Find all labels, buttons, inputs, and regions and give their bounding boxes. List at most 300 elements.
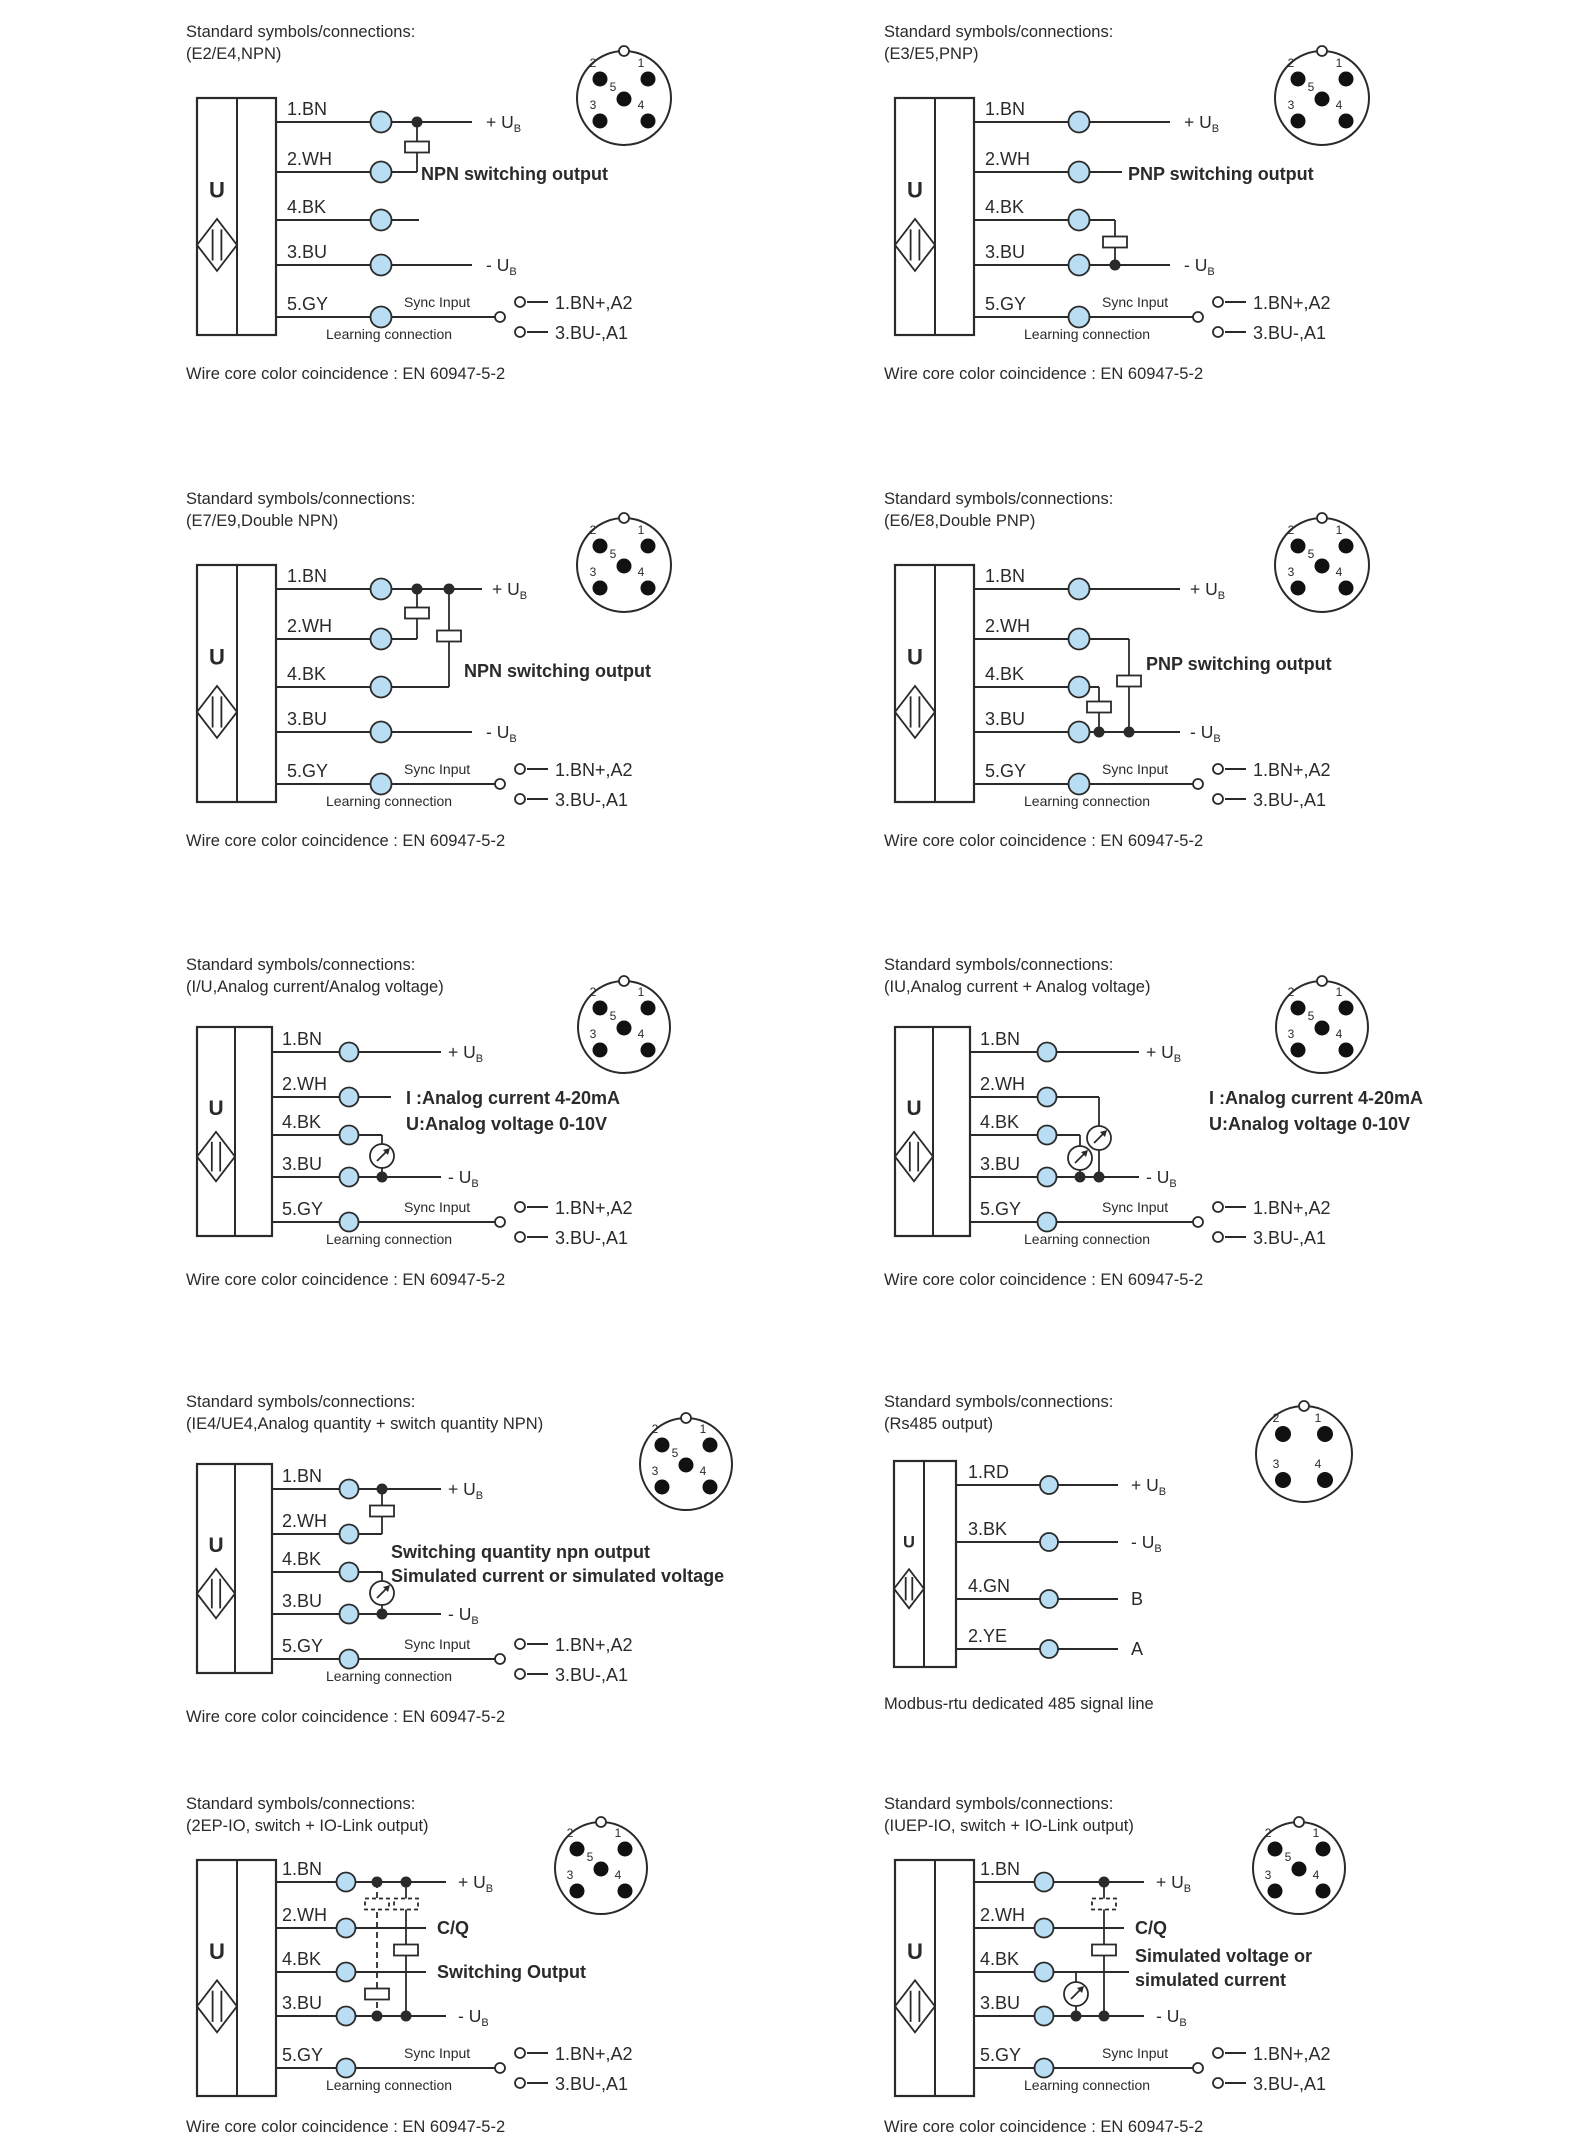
connector-pin <box>1315 559 1330 574</box>
resistor-symbol <box>394 1945 418 1956</box>
connector-pin <box>641 1001 656 1016</box>
sensor-u-label: U <box>906 1096 922 1120</box>
variant-subtitle: (IE4/UE4,Analog quantity + switch quantity NPN) <box>186 1415 544 1433</box>
variant-subtitle: (IU,Analog current + Analog voltage) <box>884 978 1151 996</box>
connector-pin <box>703 1480 718 1495</box>
open-terminal <box>495 779 505 789</box>
connector-pin-number: 2 <box>651 1422 659 1436</box>
wire-label: 2.WH <box>282 1905 327 1925</box>
terminal-circle <box>371 255 392 276</box>
diagram-iu-analog <box>884 955 1574 1365</box>
connector-notch <box>619 46 629 56</box>
sensor-u-label: U <box>907 644 923 670</box>
terminal-circle <box>1035 2007 1054 2026</box>
wire-label: 2.WH <box>980 1905 1025 1925</box>
wire-label: 4.BK <box>985 197 1025 217</box>
diagram-e7-e9-double-npn <box>186 489 876 899</box>
sensor-body <box>895 98 974 335</box>
wire-1-bn <box>276 566 527 602</box>
supply-plus-label: + $U_B$ <box>448 1042 484 1065</box>
wire-2-wh <box>272 1074 391 1107</box>
sync-block <box>974 760 1331 810</box>
sensor-body <box>197 1464 272 1673</box>
connector-pin <box>641 114 656 129</box>
connector-pin-number: 4 <box>614 1868 622 1882</box>
wire-label: 2.WH <box>980 1074 1025 1094</box>
connector-pin-number: 1 <box>1335 985 1343 999</box>
supply-plus-label: + $U_B$ <box>1184 112 1220 135</box>
diagram-ie4-ue4 <box>186 1392 876 1802</box>
open-terminal <box>1193 1217 1203 1227</box>
open-terminal <box>1213 2048 1223 2058</box>
diagram-title: Standard symbols/connections: <box>186 490 416 508</box>
sensor-u-label: U <box>209 644 225 670</box>
wire-label: 1.BN <box>287 99 328 119</box>
wire-1-bn <box>974 566 1225 602</box>
connector-pin <box>570 1842 585 1857</box>
terminal-circle <box>1038 1088 1057 1107</box>
sensor-body <box>197 1027 272 1236</box>
wire-label: 2.WH <box>282 1074 327 1094</box>
connector-pin-number: 4 <box>637 565 645 579</box>
connector-pin-number: 4 <box>637 98 645 112</box>
wire-label: 5.GY <box>980 2045 1022 2065</box>
wire-label: 3.BU <box>282 1154 323 1174</box>
sensor-u-label: U <box>208 1096 224 1120</box>
terminal-circle <box>1035 1963 1054 1982</box>
supply-minus-label: - $U_B$ <box>448 1604 479 1627</box>
terminal-circle <box>340 1213 359 1232</box>
sync-block <box>276 293 633 343</box>
connector-pin-number: 5 <box>1307 547 1315 561</box>
resistor-symbol <box>370 1506 394 1517</box>
connector-pin <box>593 539 608 554</box>
connector-pin <box>1317 1472 1333 1488</box>
sync-block <box>276 2044 633 2094</box>
wire-2-ye <box>956 1626 1143 1659</box>
output-annotation: NPN switching output <box>464 661 651 681</box>
terminal-circle <box>1069 112 1090 133</box>
supply-minus-label: - $U_B$ <box>1131 1532 1162 1555</box>
wire-2-wh <box>272 1511 382 1544</box>
wire-label: 5.GY <box>287 294 329 314</box>
output-annotation: I :Analog current 4-20mA <box>1209 1088 1424 1108</box>
terminal-circle <box>371 307 392 328</box>
connector-pin <box>1315 92 1330 107</box>
connector-pin-number: 3 <box>589 1027 597 1041</box>
variant-subtitle: (E6/E8,Double PNP) <box>884 512 1036 530</box>
connector-pin-number: 1 <box>699 1422 707 1436</box>
connector-pin <box>1317 1426 1333 1442</box>
sync-terminal-a1: 3.BU-,A1 <box>555 1665 629 1685</box>
wire-label: 4.BK <box>282 1112 322 1132</box>
sync-terminal-a2: 1.BN+,A2 <box>555 760 633 780</box>
junction-dot <box>1094 727 1105 738</box>
output-annotation: PNP switching output <box>1146 654 1332 674</box>
meter-icon <box>370 1144 394 1168</box>
connector-pin-number: 5 <box>671 1446 679 1460</box>
connector-pin-number: 4 <box>1312 1868 1320 1882</box>
connector-pin-number: 2 <box>1272 1411 1280 1425</box>
terminal-circle <box>371 112 392 133</box>
terminal-circle <box>340 1126 359 1145</box>
wire-label: 1.BN <box>980 1029 1021 1049</box>
sync-terminal-a1: 3.BU-,A1 <box>1253 323 1327 343</box>
junction-dot <box>372 1877 383 1888</box>
connector-pin-number: 3 <box>1264 1868 1272 1882</box>
terminal-circle <box>340 1605 359 1624</box>
open-terminal <box>515 1669 525 1679</box>
connector-notch <box>681 1413 691 1423</box>
connector-notch <box>619 513 629 523</box>
junction-dot <box>372 2011 383 2022</box>
sync-terminal-a2: 1.BN+,A2 <box>1253 2044 1331 2064</box>
wire-label: 5.GY <box>282 1636 324 1656</box>
terminal-circle <box>340 1480 359 1499</box>
wire-label: 5.GY <box>980 1199 1022 1219</box>
wire-label: 3.BU <box>287 709 328 729</box>
sync-input-label: Sync Input <box>1102 1199 1169 1215</box>
wire-label: 3.BU <box>980 1993 1021 2013</box>
sync-terminal-a2: 1.BN+,A2 <box>1253 1198 1331 1218</box>
wire-label: 1.BN <box>282 1029 323 1049</box>
connector-pin-number: 3 <box>1287 1027 1295 1041</box>
sync-terminal-a1: 3.BU-,A1 <box>555 1228 629 1248</box>
output-annotation: I :Analog current 4-20mA <box>406 1088 621 1108</box>
wire-label: 1.BN <box>980 1859 1021 1879</box>
resistor-symbol <box>405 142 429 153</box>
sync-block <box>276 760 633 810</box>
junction-dot <box>1075 1172 1086 1183</box>
connector-pin-number: 5 <box>609 80 617 94</box>
diagram-title: Standard symbols/connections: <box>186 23 416 41</box>
diagram-title: Standard symbols/connections: <box>186 1795 416 1813</box>
sync-input-label: Sync Input <box>404 1636 471 1652</box>
variant-subtitle: (IUEP-IO, switch + IO-Link output) <box>884 1817 1134 1835</box>
wire-label: 4.BK <box>282 1949 322 1969</box>
sensor-u-label: U <box>208 1533 224 1557</box>
connector-pin-number: 1 <box>637 56 645 70</box>
sensor-u-label: U <box>907 177 923 203</box>
connector-pin-number: 2 <box>589 985 597 999</box>
sensor-u-label: U <box>903 1533 915 1552</box>
wire-output-label: C/Q <box>437 1918 470 1938</box>
terminal-circle <box>340 1650 359 1669</box>
connector-pin <box>1275 1426 1291 1442</box>
wire-1-rd <box>956 1462 1166 1498</box>
junction-dot <box>1110 260 1121 271</box>
wire-label: 2.WH <box>985 616 1030 636</box>
junction-dot <box>444 584 455 595</box>
caption: Wire core color coincidence : EN 60947-5-2 <box>186 1708 506 1726</box>
sync-terminal-a1: 3.BU-,A1 <box>1253 790 1327 810</box>
learning-connection-label: Learning connection <box>326 2077 453 2093</box>
terminal-circle <box>1069 210 1090 231</box>
supply-plus-label: + $U_B$ <box>1146 1042 1182 1065</box>
open-terminal <box>515 794 525 804</box>
diagram-e3-e5-pnp <box>884 22 1574 432</box>
output-annotation: Simulated voltage or <box>1135 1946 1313 1966</box>
connector-pin <box>1291 72 1306 87</box>
meter-icon <box>1087 1126 1111 1150</box>
sync-terminal-a2: 1.BN+,A2 <box>555 1635 633 1655</box>
supply-plus-label: + $U_B$ <box>448 1479 484 1502</box>
connector-pin-number: 1 <box>614 1826 622 1840</box>
terminal-circle <box>371 722 392 743</box>
diagram-rs485 <box>884 1392 1574 1802</box>
output-annotation: simulated current <box>1135 1970 1287 1990</box>
wire-label: 1.BN <box>287 566 328 586</box>
sensor-body <box>895 1860 974 2096</box>
connector-pin <box>618 1884 633 1899</box>
wire-1-bn <box>272 1466 483 1502</box>
learning-connection-label: Learning connection <box>326 1668 453 1684</box>
connector-pin <box>593 1043 608 1058</box>
resistor-symbol <box>405 608 429 619</box>
open-terminal <box>1213 297 1223 307</box>
open-terminal <box>515 2078 525 2088</box>
output-annotation: U:Analog voltage 0-10V <box>1209 1114 1411 1134</box>
caption: Wire core color coincidence : EN 60947-5-2 <box>186 365 506 383</box>
junction-dot <box>1071 2011 1082 2022</box>
variant-subtitle: (Rs485 output) <box>884 1415 994 1433</box>
variant-subtitle: (E2/E4,NPN) <box>186 45 282 63</box>
learning-connection-label: Learning connection <box>326 793 453 809</box>
connector-notch <box>1317 513 1327 523</box>
resistor-symbol <box>1092 1945 1116 1956</box>
connector-pin <box>618 1842 633 1857</box>
terminal-circle <box>337 1963 356 1982</box>
open-terminal <box>515 2048 525 2058</box>
wire-2-wh <box>974 1905 1167 1938</box>
sync-input-label: Sync Input <box>404 294 471 310</box>
open-terminal <box>1213 2078 1223 2088</box>
wire-label: 1.BN <box>985 99 1026 119</box>
connector-pin-number: 5 <box>586 1850 594 1864</box>
terminal-circle <box>1040 1476 1058 1494</box>
wire-label: 1.BN <box>985 566 1026 586</box>
open-terminal <box>515 1202 525 1212</box>
connector-pin-number: 3 <box>589 565 597 579</box>
variant-subtitle: (E7/E9,Double NPN) <box>186 512 339 530</box>
open-terminal <box>1193 312 1203 322</box>
sensor-body <box>197 1860 276 2096</box>
diagram-title: Standard symbols/connections: <box>884 1795 1114 1813</box>
diagram-title: Standard symbols/connections: <box>884 490 1114 508</box>
output-annotation: NPN switching output <box>421 164 608 184</box>
wire-label: 2.WH <box>282 1511 327 1531</box>
connector-pin <box>593 114 608 129</box>
output-annotation: Simulated current or simulated voltage <box>391 1566 725 1586</box>
terminal-circle <box>337 2007 356 2026</box>
wire-2-wh <box>974 149 1122 183</box>
supply-minus-label: - $U_B$ <box>1146 1167 1177 1190</box>
wire-label: 2.WH <box>287 616 332 636</box>
connector-pin <box>1291 1001 1306 1016</box>
sync-terminal-a2: 1.BN+,A2 <box>1253 293 1331 313</box>
connector-pin-number: 3 <box>1287 565 1295 579</box>
connector-pin-number: 2 <box>1287 985 1295 999</box>
connector-notch <box>1317 46 1327 56</box>
connector-pin-number: 2 <box>589 523 597 537</box>
wire-2-wh <box>276 616 417 650</box>
terminal-circle <box>371 677 392 698</box>
terminal-circle <box>1035 1873 1054 1892</box>
wire-label: 3.BU <box>985 709 1026 729</box>
connector-pin <box>655 1480 670 1495</box>
supply-plus-label: + $U_B$ <box>1131 1475 1167 1498</box>
connector-pin-number: 4 <box>637 1027 645 1041</box>
diagram-title: Standard symbols/connections: <box>884 1393 1114 1411</box>
terminal-circle <box>1040 1533 1058 1551</box>
connector-pin <box>1339 1043 1354 1058</box>
junction-dot <box>377 1484 388 1495</box>
connector-pin <box>1291 114 1306 129</box>
connector-notch <box>1299 1401 1309 1411</box>
m12-5pin-connector-icon <box>1253 1817 1345 1914</box>
connector-pin <box>1339 539 1354 554</box>
open-terminal <box>515 1232 525 1242</box>
connector-pin <box>570 1884 585 1899</box>
terminal-circle <box>1035 2059 1054 2078</box>
connector-pin-number: 5 <box>609 547 617 561</box>
connector-pin <box>1339 1001 1354 1016</box>
terminal-circle <box>1069 579 1090 600</box>
wire-label: 3.BK <box>968 1519 1008 1539</box>
caption: Modbus-rtu dedicated 485 signal line <box>884 1695 1154 1713</box>
sensor-body <box>895 565 974 802</box>
caption: Wire core color coincidence : EN 60947-5-2 <box>884 2118 1204 2136</box>
wire-label: 5.GY <box>985 761 1027 781</box>
terminal-circle <box>337 1873 356 1892</box>
connector-pin <box>593 1001 608 1016</box>
terminal-circle <box>371 162 392 183</box>
resistor-symbol <box>1117 676 1141 687</box>
wire-4-bk <box>276 197 419 231</box>
diagram-iuep-io <box>884 1794 1574 2154</box>
terminal-circle <box>371 579 392 600</box>
connector-pin <box>655 1438 670 1453</box>
connector-outline <box>1256 1406 1352 1502</box>
terminal-circle <box>340 1563 359 1582</box>
open-terminal <box>1213 794 1223 804</box>
connector-pin-number: 2 <box>1287 523 1295 537</box>
wire-label: 4.BK <box>287 197 327 217</box>
junction-dot <box>412 117 423 128</box>
junction-dot <box>1099 2011 1110 2022</box>
supply-plus-label: + $U_B$ <box>492 579 528 602</box>
connector-pin-number: 5 <box>1307 1009 1315 1023</box>
wire-label: 3.BU <box>985 242 1026 262</box>
sync-terminal-a2: 1.BN+,A2 <box>555 293 633 313</box>
sync-terminal-a2: 1.BN+,A2 <box>555 2044 633 2064</box>
sync-input-label: Sync Input <box>404 761 471 777</box>
terminal-circle <box>1069 307 1090 328</box>
m12-5pin-connector-icon <box>555 1817 647 1914</box>
wire-label: 5.GY <box>282 2045 324 2065</box>
connector-pin <box>641 72 656 87</box>
open-terminal <box>1213 327 1223 337</box>
connector-pin <box>593 72 608 87</box>
sync-input-label: Sync Input <box>1102 2045 1169 2061</box>
sync-terminal-a1: 3.BU-,A1 <box>1253 2074 1327 2094</box>
wire-4-bk <box>970 1112 1080 1145</box>
sync-block <box>974 2044 1331 2094</box>
sensor-u-label: U <box>209 1939 225 1965</box>
learning-connection-label: Learning connection <box>326 1231 453 1247</box>
terminal-circle <box>1038 1168 1057 1187</box>
supply-plus-label: + $U_B$ <box>486 112 522 135</box>
connector-pin <box>1268 1842 1283 1857</box>
m12-5pin-connector-icon <box>577 513 671 612</box>
open-terminal <box>495 2063 505 2073</box>
connector-pin <box>1339 581 1354 596</box>
connector-pin-number: 3 <box>589 98 597 112</box>
sync-input-label: Sync Input <box>1102 761 1169 777</box>
learning-connection-label: Learning connection <box>1024 1231 1151 1247</box>
m12-5pin-connector-icon <box>1275 513 1369 612</box>
wire-output-label: Switching Output <box>437 1962 586 1982</box>
wire-2-wh <box>974 616 1129 650</box>
sensor-u-label: U <box>209 177 225 203</box>
variant-subtitle: (2EP-IO, switch + IO-Link output) <box>186 1817 429 1835</box>
supply-minus-label: - $U_B$ <box>486 722 517 745</box>
connector-pin <box>1268 1884 1283 1899</box>
wire-label: 2.WH <box>287 149 332 169</box>
sync-input-label: Sync Input <box>404 1199 471 1215</box>
output-annotation: PNP switching output <box>1128 164 1314 184</box>
learning-connection-label: Learning connection <box>1024 793 1151 809</box>
wire-4-bk <box>276 1949 586 1982</box>
diagram-title: Standard symbols/connections: <box>186 1393 416 1411</box>
supply-plus-label: + $U_B$ <box>1156 1872 1192 1895</box>
connector-pin <box>1291 539 1306 554</box>
wire-label: 5.GY <box>282 1199 324 1219</box>
wire-3-bu <box>276 709 517 745</box>
wire-output-label: C/Q <box>1135 1918 1168 1938</box>
junction-dot <box>1099 1877 1110 1888</box>
resistor-symbol-dashed <box>394 1899 418 1910</box>
wire-label: 2.YE <box>968 1626 1008 1646</box>
connector-pin-number: 3 <box>566 1868 574 1882</box>
wire-1-bn <box>276 1859 493 1895</box>
wire-3-bu <box>974 242 1215 278</box>
caption: Wire core color coincidence : EN 60947-5-2 <box>884 832 1204 850</box>
resistor-symbol-dashed <box>365 1899 389 1910</box>
connector-pin-number: 4 <box>1335 1027 1343 1041</box>
wire-3-bu <box>276 242 517 278</box>
connector-pin <box>1291 1043 1306 1058</box>
wire-label: 3.BU <box>282 1993 323 2013</box>
supply-minus-label: - $U_B$ <box>1156 2006 1187 2029</box>
terminal-circle <box>1069 255 1090 276</box>
supply-minus-label: - $U_B$ <box>458 2006 489 2029</box>
sensor-body <box>197 565 276 802</box>
terminal-circle <box>340 1088 359 1107</box>
m12-5pin-connector-icon <box>578 976 670 1073</box>
connector-pin-number: 1 <box>1335 56 1343 70</box>
supply-minus-label: - $U_B$ <box>1190 722 1221 745</box>
diagram-title: Standard symbols/connections: <box>884 23 1114 41</box>
supply-plus-label: + $U_B$ <box>1190 579 1226 602</box>
terminal-circle <box>371 774 392 795</box>
caption: Wire core color coincidence : EN 60947-5-2 <box>884 365 1204 383</box>
variant-subtitle: (I/U,Analog current/Analog voltage) <box>186 978 444 996</box>
diagram-2ep-io <box>186 1794 876 2154</box>
connector-pin-number: 1 <box>1335 523 1343 537</box>
wire-1-bn <box>272 1029 483 1065</box>
connector-pin-number: 1 <box>637 985 645 999</box>
